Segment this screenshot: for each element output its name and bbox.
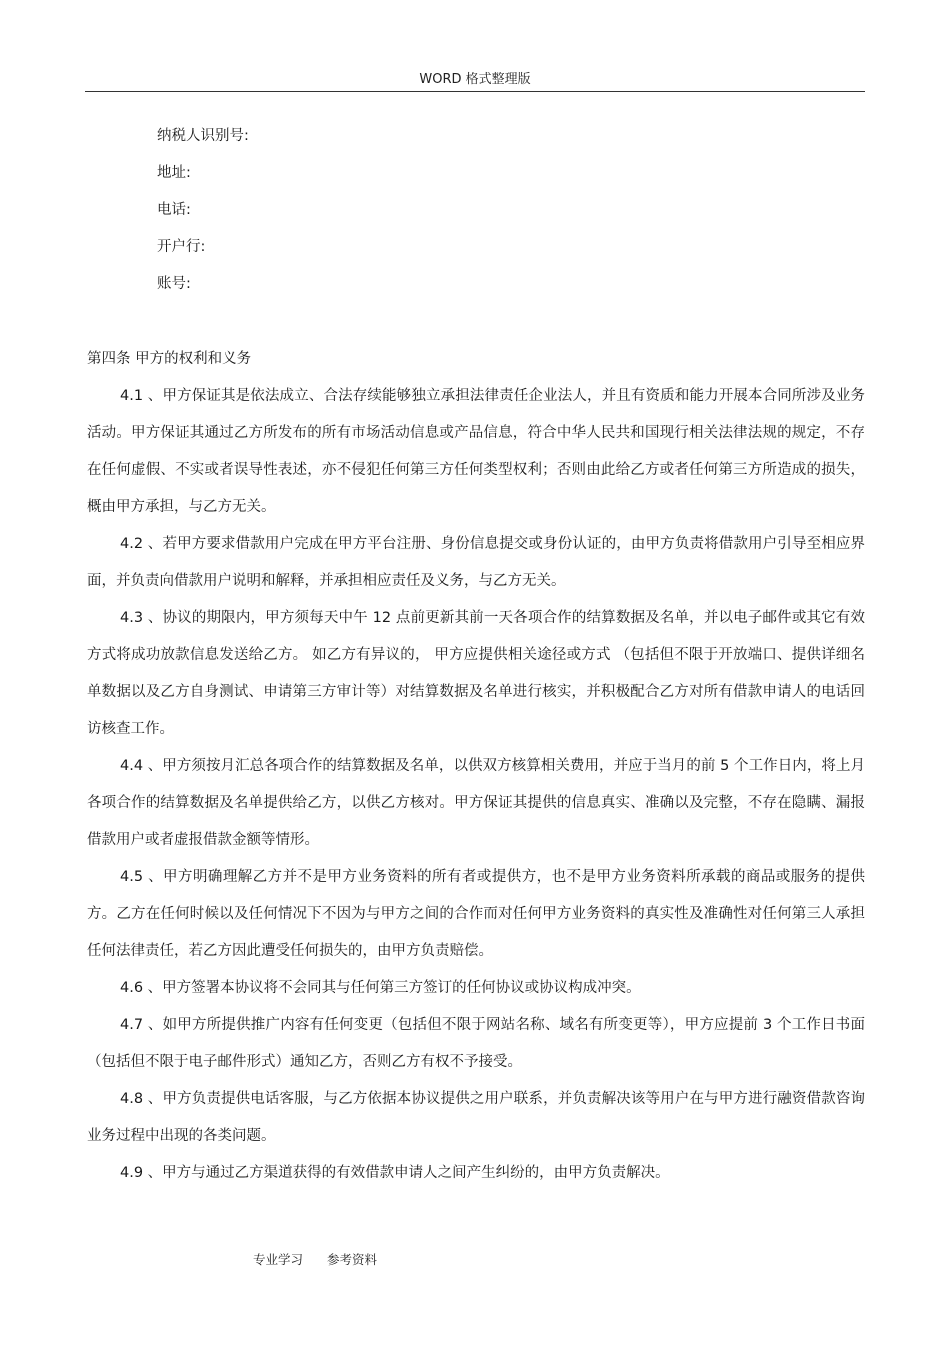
clause-4-6: 4.6 、甲方签署本协议将不会同其与任何第三方签订的任何协议或协议构成冲突。 xyxy=(120,980,641,996)
section-title: 第四条 甲方的权利和义务 xyxy=(87,351,252,367)
clause-4-9: 4.9 、甲方与通过乙方渠道获得的有效借款申请人之间产生纠纷的，由甲方负责解决。 xyxy=(120,1165,670,1181)
page-header: WORD 格式整理版 xyxy=(419,72,531,87)
address-label: 地址: xyxy=(157,165,191,181)
clause-4-7: 4.7 、如甲方所提供推广内容有任何变更（包括但不限于网站名称、域名有所变更等），甲方应提前 3 个工作日书面（包括但不限于电子邮件形式）通知乙方，否则乙方有权不予接受。 xyxy=(87,1017,865,1070)
clause-4-3: 4.3 、协议的期限内，甲方须每天中午 12 点前更新其前一天各项合作的结算数据及名单，并以电子邮件或其它有效方式将成功放款信息发送给乙方。 如乙方有异议的， 甲方应提供相关途径或方式 （包括但不限于开放端口、提供详细名单数据以及乙方自身测试、申请第三方审计等）对结算数据及名单进行核实，并积极配合乙方对所有借款申请人的电话回访核查工作。 xyxy=(87,610,865,737)
footer-right-text: 参考资料 xyxy=(327,1252,378,1267)
page-footer xyxy=(253,1250,377,1268)
phone-label: 电话: xyxy=(157,202,191,218)
taxpayer-id-label: 纳税人识别号: xyxy=(157,128,249,144)
footer-left-text: 专业学习 xyxy=(253,1252,304,1267)
clause-4-2: 4.2 、若甲方要求借款用户完成在甲方平台注册、身份信息提交或身份认证的，由甲方负责将借款用户引导至相应界面，并负责向借款用户说明和解释，并承担相应责任及义务，与乙方无关。 xyxy=(87,536,865,589)
bank-label: 开户行: xyxy=(157,239,206,255)
header-divider xyxy=(85,91,865,92)
clause-4-4: 4.4 、甲方须按月汇总各项合作的结算数据及名单，以供双方核算相关费用，并应于当月的前 5 个工作日内，将上月各项合作的结算数据及名单提供给乙方，以供乙方核对。甲方保证其提供的信息真实、准确以及完整，不存在隐瞒、漏报借款用户或者虚报借款金额等情形。 xyxy=(87,758,865,848)
clause-4-5: 4.5 、甲方明确理解乙方并不是甲方业务资料的所有者或提供方，也不是甲方业务资料所承载的商品或服务的提供方。乙方在任何时候以及任何情况下不因为与甲方之间的合作而对任何甲方业务资料的真实性及准确性对任何第三人承担任何法律责任，若乙方因此遭受任何损失的，由甲方负责赔偿。 xyxy=(87,869,865,959)
account-label: 账号: xyxy=(157,276,191,292)
clause-4-1: 4.1 、甲方保证其是依法成立、合法存续能够独立承担法律责任企业法人，并且有资质和能力开展本合同所涉及业务活动。甲方保证其通过乙方所发布的所有市场活动信息或产品信息，符合中华人民共和国现行相关法律法规的规定，不存在任何虚假、不实或者误导性表述，亦不侵犯任何第三方任何类型权利；否则由此给乙方或者任何第三方所造成的损失，概由甲方承担，与乙方无关。 xyxy=(87,388,865,515)
clause-4-8: 4.8 、甲方负责提供电话客服，与乙方依据本协议提供之用户联系，并负责解决该等用户在与甲方进行融资借款咨询业务过程中出现的各类问题。 xyxy=(87,1091,865,1144)
